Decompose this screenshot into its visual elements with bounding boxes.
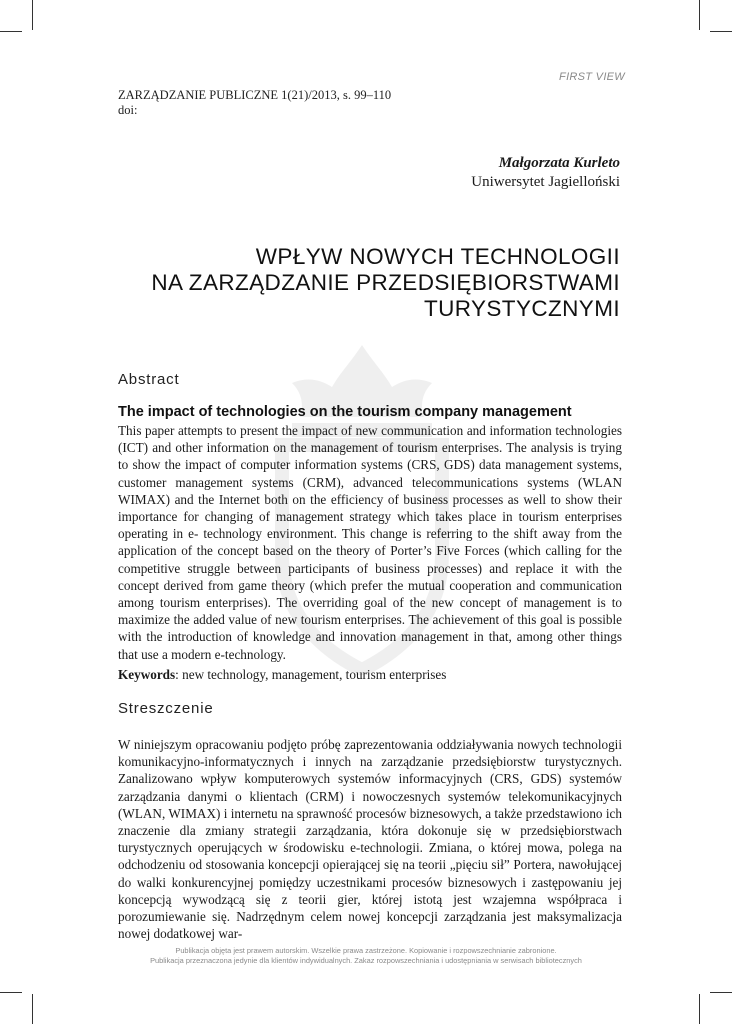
journal-info: [118, 88, 391, 118]
journal-line: ZARZĄDZANIE PUBLICZNE 1(21)/2013, s. 99–110: [118, 88, 392, 102]
crop-mark-top-left-v: [32, 0, 33, 30]
abstract-title: The impact of technologies on the tourism company management: [118, 404, 572, 420]
title-line-1: WPŁYW NOWYCH TECHNOLOGII: [255, 244, 620, 269]
crop-mark-top-right-h: [710, 31, 732, 32]
streszczenie-text: W niniejszym opracowaniu podjęto próbę zaprezentowania oddziaływania nowych technologii komunikacyjno-informatycznych i innych na zarządzanie przedsiębiorstw turystycznych. Zanalizowano wpływ komputerowych systemów informacyjnych (CRS, GDS) systemów zarządzania danymi o klientach (CRM) i nowoczesnych systemów telekomunikacyjnych (WLAN, WIMAX) i internetu na sprawność procesów biznesowych, a także przedstawiono ich znaczenie dla zmiany strategii zarządzania, która dokonuje się w przedsiębiorstwach turystycznych operujących w środowisku e-technologii. Zmiana, o której mowa, polega na odchodzeniu od stosowania koncepcji opierającej się na teorii „pięciu sił” Portera, nawołującej do walki konkurencyjnej pomiędzy uczestnikami procesów biznesowych i zastępowaniu jej koncepcją wywodzącą się z teorii gier, której istotą jest wzajemna współpraca i porozumiewanie się. Nadrzędnym celem nowej koncepcji zarządzania jest maksymalizacja nowej dodatkowej war-: [118, 737, 622, 942]
crop-mark-top-left-h: [0, 31, 22, 32]
author-block: [471, 154, 620, 192]
footer-line-1: Publikacja objęta jest prawem autorskim. Wszelkie prawa zastrzeżone. Kopiowanie i rozpowszechnianie zabronione.: [175, 946, 557, 955]
keywords-value: : new technology, management, tourism enterprises: [175, 667, 447, 682]
keywords-label: Keywords: [118, 667, 176, 682]
paper-title: [151, 244, 620, 322]
crop-mark-bottom-left-h: [0, 992, 22, 993]
author-affiliation: Uniwersytet Jagielloński: [471, 174, 620, 190]
streszczenie-heading: Streszczenie: [118, 700, 214, 717]
footer-line-2: Publikacja przeznaczona jedynie dla klientów indywidualnych. Zakaz rozpowszechniania i udostępniania w serwisach bibliotecznych: [150, 956, 582, 965]
crop-mark-top-right-v: [699, 0, 700, 30]
keywords: [118, 666, 446, 683]
abstract-heading: Abstract: [118, 371, 180, 388]
crop-mark-bottom-left-v: [32, 994, 33, 1024]
title-line-3: TURYSTYCZNYMI: [423, 296, 620, 321]
title-line-2: NA ZARZĄDZANIE PRZEDSIĘBIORSTWAMI: [151, 270, 620, 295]
crop-mark-bottom-right-h: [710, 992, 732, 993]
abstract-text: This paper attempts to present the impact of new communication and information technologies (ICT) and other information on the management of tourism enterprises. The analysis is trying to show the impact of computer information systems (CRS, GDS) data management systems, customer management systems (CRM), advanced telecommunications systems (WLAN WIMAX) and the Internet both on the efficiency of business processes as well to show their importance for changing of management strategy which takes place in tourism enterprises operating in e- technology environment. This change is referring to the shift away from the application of the concept based on the theory of Porter’s Five Forces (which calling for the competitive struggle between participants of business processes) and replace it with the concept derived from game theory (which prefer the mutual cooperation and communication among tourism enterprises). The overriding goal of the new concept of management is to maximize the added value of new tourism enterprises. The achievement of this goal is possible with the introduction of knowledge and innovation management in that, among other things that use a modern e-technology.: [118, 423, 622, 662]
first-view-label: FIRST VIEW: [559, 71, 625, 83]
copyright-footer: [0, 946, 732, 966]
doi-line: doi:: [118, 103, 138, 117]
crop-mark-bottom-right-v: [699, 994, 700, 1024]
author-name: Małgorzata Kurleto: [498, 155, 620, 171]
